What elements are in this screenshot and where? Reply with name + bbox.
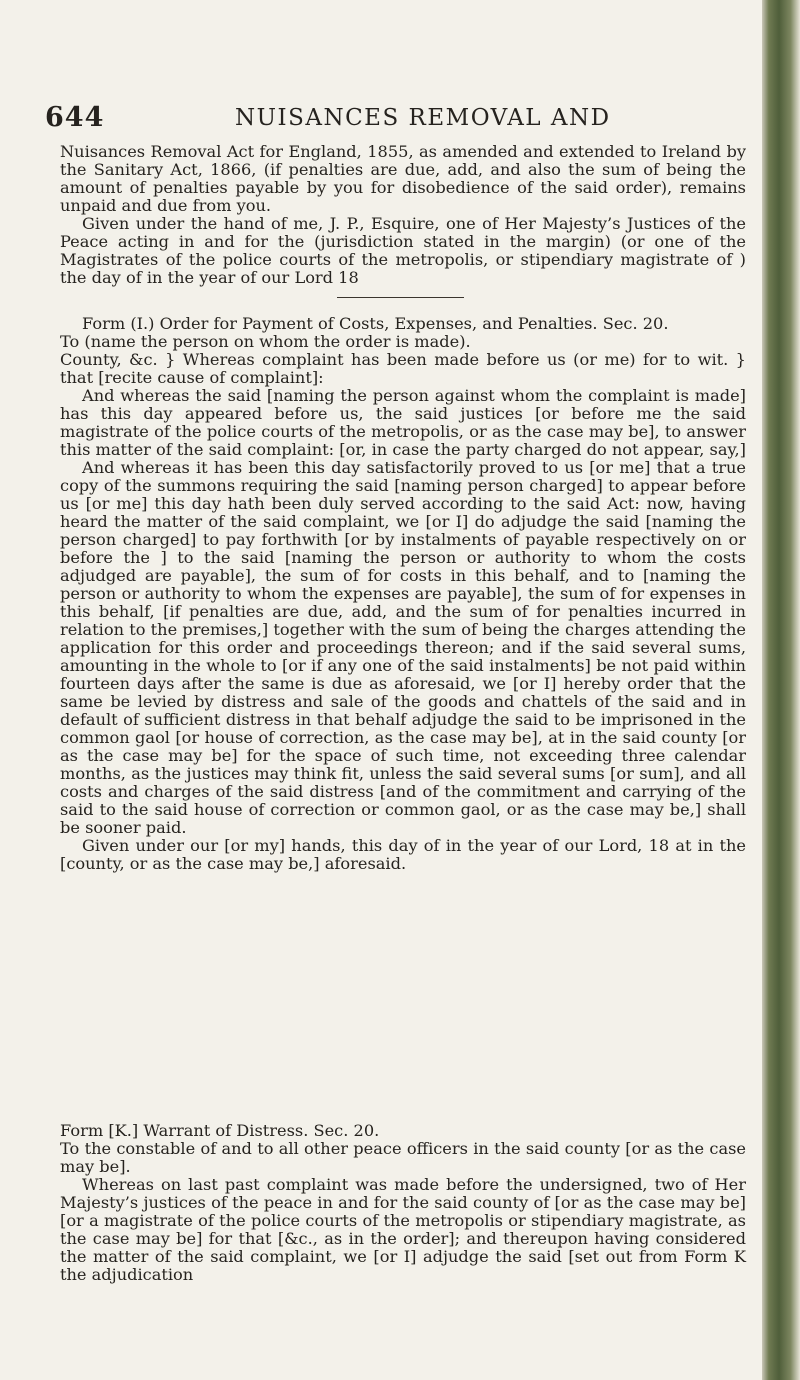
form-i-to-line: To (name the person on whom the order is made). <box>60 332 471 351</box>
form-i-county-line: County, &c. } Whereas complaint has been made before us (or me) for to wit. } that [recite cause of complaint]: <box>60 350 746 387</box>
form-k-section <box>60 1122 746 1284</box>
form-i-section <box>60 315 746 873</box>
intro-section <box>60 143 746 287</box>
intro-paragraph-2: Given under the hand of me, J. P., Esquire, one of Her Majesty’s Justices of the Peace acting in and for the (jurisdiction stated in the margin) (or one of the Magistrates of the police courts of the metropolis, or stipendiary magistrate of ) the day of in the year of our Lord 18 <box>60 214 746 287</box>
form-i-heading: Form (I.) Order for Payment of Costs, Expenses, and Penalties. Sec. 20. <box>82 314 669 333</box>
running-title: NUISANCES REMOVAL AND <box>235 105 611 131</box>
form-k-paragraph-1: Whereas on last past complaint was made before the undersigned, two of Her Majesty’s justices of the peace in and for the said county of [or as the case may be] [or a magistrate of the police courts of the metropolis or stipendiary magistrate, as the case may be] for that [&c., as in the order]; and thereupon having considered the matter of the said complaint, we [or I] adjudge the said [set out from Form K the adjudication <box>60 1175 746 1284</box>
form-i-paragraph-2: And whereas it has been this day satisfactorily proved to us [or me] that a true copy of the summons requiring the said [naming person charged] to appear before us [or me] this day hath been duly served according to the said Act: now, having heard the matter of the said complaint, we [or I] do adjudge the said [naming the person charged] to pay forthwith [or by instalments of payable respectively on or before the ] to the said [naming the person or authority to whom the costs adjudged are payable], the sum of for costs in this behalf, and to [naming the person or authority to whom the expenses are payable], the sum of for expenses in this behalf, [if penalties are due, add, and the sum of for penalties incurred in relation to the premises,] together with the sum of being the charges attending the application for this order and proceedings thereon; and if the said several sums, amounting in the whole to [or if any one of the said instalments] be not paid within fourteen days after the same is due as aforesaid, we [or I] hereby order that the same be levied by distress and sale of the goods and chattels of the said and in default of sufficient distress in that behalf adjudge the said to be imprisoned in the common gaol [or house of correction, as the case may be], at in the said county [or as the case may be] for the space of such time, not exceeding three calendar months, as the justices may think fit, unless the said several sums [or sum], and all costs and charges of the said distress [and of the commitment and carrying of the said to the said house of correction or common gaol, or as the case may be,] shall be sooner paid. <box>60 458 746 837</box>
form-k-to-line: To the constable of and to all other peace officers in the said county [or as the case may be]. <box>60 1139 746 1176</box>
form-k-heading: Form [K.] Warrant of Distress. Sec. 20. <box>60 1121 380 1140</box>
page-edge-shadow <box>762 0 800 1380</box>
page-number: 644 <box>45 102 105 133</box>
form-i-paragraph-1: And whereas the said [naming the person against whom the complaint is made] has this day appeared before us, the said justices [or before me the said magistrate of the police courts of the metropolis, or as the case may be], to answer this matter of the said complaint: [or, in case the party charged do not appear, say,] <box>60 386 746 459</box>
form-i-paragraph-3: Given under our [or my] hands, this day of in the year of our Lord, 18 at in the [county, or as the case may be,] aforesaid. <box>60 836 746 873</box>
page-header <box>45 102 745 136</box>
section-divider <box>337 297 464 298</box>
intro-paragraph-1: Nuisances Removal Act for England, 1855, as amended and extended to Ireland by the Sanitary Act, 1866, (if penalties are due, add, and also the sum of being the amount of penalties payable by you for disobedience of the said order), remains unpaid and due from you. <box>60 142 746 215</box>
